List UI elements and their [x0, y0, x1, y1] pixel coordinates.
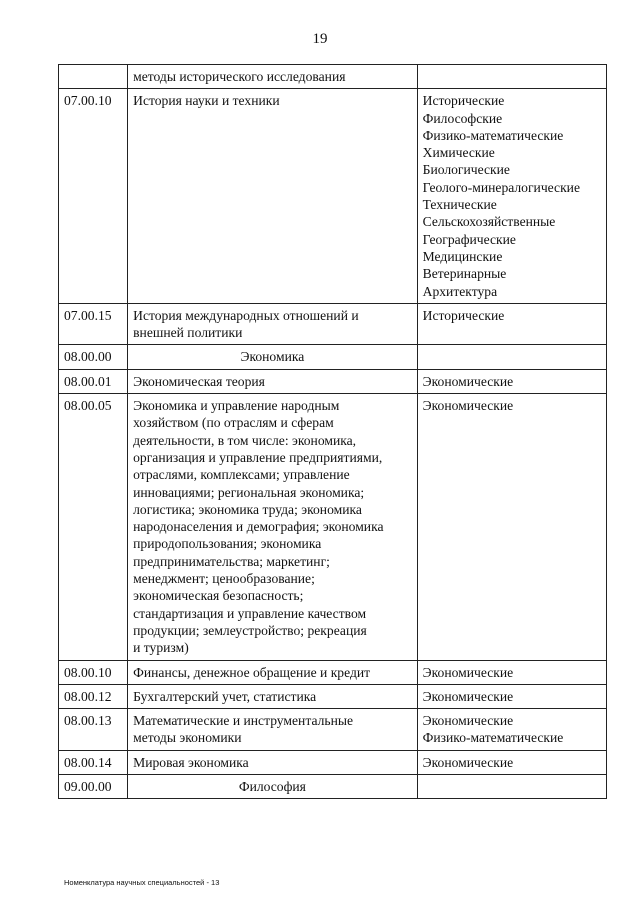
name-line: стандартизация и управление качеством: [133, 605, 367, 621]
name-line: отраслями, комплексами; управление: [133, 467, 350, 483]
branch-item: Экономические: [422, 373, 514, 389]
specialty-code: 08.00.14: [59, 750, 128, 774]
specialty-code: 07.00.10: [59, 89, 128, 304]
specialty-code: 08.00.12: [59, 684, 128, 708]
page-footer: Номенклатура научных специальностей - 13: [64, 878, 220, 887]
table-row: [59, 684, 607, 708]
table-row: [59, 394, 607, 660]
table-row: [59, 345, 607, 369]
branch-item: Архитектура: [422, 283, 498, 299]
section-heading: [128, 345, 418, 369]
specialty-code: 08.00.13: [59, 709, 128, 751]
specialty-name: [128, 303, 418, 345]
branch-item: Экономические: [422, 398, 514, 414]
specialty-code: 08.00.10: [59, 660, 128, 684]
branch-item: Физико-математические: [422, 127, 564, 143]
branch-item: Медицинские: [422, 248, 503, 264]
science-branches: [417, 345, 606, 369]
table-row: [59, 303, 607, 345]
specialty-code: 07.00.15: [59, 303, 128, 345]
name-line: менеджмент; ценообразование;: [133, 571, 315, 587]
section-heading: [128, 774, 418, 798]
branch-item: Исторические: [422, 307, 505, 323]
name-line: Мировая экономика: [133, 754, 249, 770]
specialty-name: [128, 369, 418, 393]
science-branches: [417, 774, 606, 798]
specialty-name: [128, 394, 418, 660]
specialties-table-body: [59, 65, 607, 799]
name-line: организация и управление предприятиями,: [133, 449, 383, 465]
table-row: [59, 65, 607, 89]
specialty-name: [128, 750, 418, 774]
specialty-code: 09.00.00: [59, 774, 128, 798]
name-line: методы экономики: [133, 730, 242, 746]
table-row: [59, 89, 607, 304]
name-line: История международных отношений и: [133, 307, 359, 323]
name-line: Философия: [238, 778, 306, 794]
table-row: [59, 774, 607, 798]
table-row: [59, 660, 607, 684]
science-branches: [417, 65, 606, 89]
branch-item: Экономические: [422, 688, 514, 704]
science-branches: [417, 750, 606, 774]
table-row: [59, 709, 607, 751]
science-branches: [417, 303, 606, 345]
name-line: народонаселения и демография; экономика: [133, 519, 384, 535]
specialty-name: [128, 709, 418, 751]
name-line: экономическая безопасность;: [133, 588, 304, 604]
name-line: Математические и инструментальные: [133, 713, 354, 729]
name-line: методы исторического исследования: [133, 69, 346, 84]
branch-item: Физико-математические: [422, 730, 564, 746]
branch-item: Биологические: [422, 162, 510, 178]
science-branches: [417, 660, 606, 684]
branch-item: Экономические: [422, 664, 514, 680]
specialty-code: [59, 65, 128, 89]
specialty-code: 08.00.00: [59, 345, 128, 369]
name-line: История науки и техники: [133, 93, 280, 109]
branch-item: Химические: [422, 145, 495, 161]
name-line: Бухгалтерский учет, статистика: [133, 688, 317, 704]
name-line: деятельности, в том числе: экономика,: [133, 432, 357, 448]
page-number: 19: [312, 31, 328, 47]
branch-item: Ветеринарные: [422, 266, 507, 282]
specialty-name: [128, 684, 418, 708]
branch-item: Геолого-минералогические: [422, 179, 580, 195]
name-line: и туризм): [133, 640, 189, 656]
science-branches: [417, 394, 606, 660]
branch-item: Технические: [422, 197, 497, 213]
name-line: Экономика и управление народным: [133, 398, 340, 414]
specialty-name: [128, 65, 418, 89]
branch-item: Философские: [422, 110, 503, 126]
science-branches: [417, 369, 606, 393]
name-line: внешней политики: [133, 325, 243, 341]
table-row: [59, 750, 607, 774]
branch-item: Географические: [422, 231, 516, 247]
name-line: Экономическая теория: [133, 373, 265, 389]
name-line: хозяйством (по отраслям и сферам: [133, 415, 334, 431]
name-line: логистика; экономика труда; экономика: [133, 501, 362, 517]
branch-item: Исторические: [422, 93, 505, 109]
branch-item: Экономические: [422, 754, 514, 770]
science-branches: [417, 684, 606, 708]
name-line: предпринимательства; маркетинг;: [133, 553, 330, 569]
name-line: Финансы, денежное обращение и кредит: [133, 664, 371, 680]
table-row: [59, 369, 607, 393]
science-branches: [417, 89, 606, 304]
name-line: природопользования; экономика: [133, 536, 322, 552]
specialty-code: 08.00.01: [59, 369, 128, 393]
name-line: инновациями; региональная экономика;: [133, 484, 365, 500]
specialty-name: [128, 89, 418, 304]
specialties-table: [58, 64, 607, 799]
branch-item: Экономические: [422, 713, 514, 729]
name-line: продукции; землеустройство; рекреация: [133, 622, 367, 638]
branch-item: Сельскохозяйственные: [422, 214, 556, 230]
specialty-code: 08.00.05: [59, 394, 128, 660]
science-branches: [417, 709, 606, 751]
specialty-name: [128, 660, 418, 684]
name-line: Экономика: [240, 349, 305, 365]
